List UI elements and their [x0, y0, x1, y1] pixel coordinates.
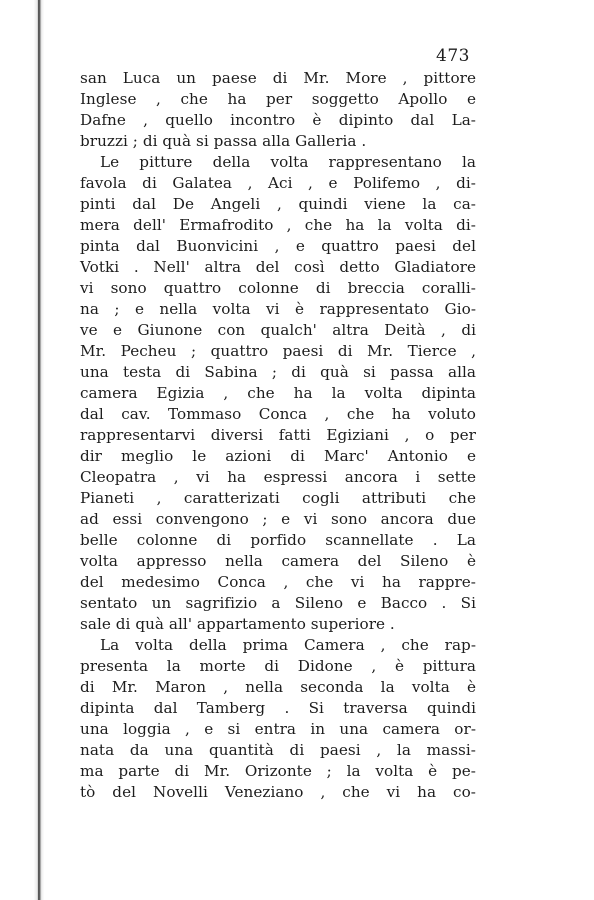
text-line: presenta la morte di Didone , è pittura [80, 657, 476, 675]
text-line: sale di quà all' appartamento superiore . [80, 615, 395, 633]
text-line: volta appresso nella camera del Sileno è [80, 552, 476, 570]
text-line: dal cav. Tommaso Conca , che ha voluto [80, 405, 476, 423]
text-line: sentato un sagrifizio a Sileno e Bacco . Si [80, 594, 476, 612]
text-line: Le pitture della volta rappresentano la [100, 153, 476, 171]
text-line: belle colonne di porfido scannellate . La [80, 531, 476, 549]
text-line: pinti dal De Angeli , quindi viene la ca- [80, 195, 476, 213]
text-line: Dafne , quello incontro è dipinto dal La- [80, 111, 476, 129]
page-number: 473 [436, 46, 470, 66]
text-line: vi sono quattro colonne di breccia coralli- [80, 279, 476, 297]
text-line: bruzzi ; di quà si passa alla Galleria . [80, 132, 367, 150]
text-line: nata da una quantità di paesi , la massi- [80, 741, 476, 759]
text-line: tò del Novelli Veneziano , che vi ha co- [80, 783, 476, 801]
text-line: pinta dal Buonvicini , e quattro paesi del [80, 237, 476, 255]
text-line: rappresentarvi diversi fatti Egiziani , o per [80, 426, 476, 444]
text-line: na ; e nella volta vi è rappresentato Gio- [80, 300, 476, 318]
text-line: favola di Galatea , Aci , e Polifemo , di- [80, 174, 476, 192]
text-line: camera Egizia , che ha la volta dipinta [80, 384, 476, 402]
text-line: La volta della prima Camera , che rap- [100, 636, 476, 654]
body-text [80, 68, 476, 803]
text-line: dipinta dal Tamberg . Si traversa quindi [80, 699, 476, 717]
text-line: Mr. Pecheu ; quattro paesi di Mr. Tierce , [80, 342, 476, 360]
text-line: ve e Giunone con qualch' altra Deità , di [80, 321, 476, 339]
text-line: dir meglio le azioni di Marc' Antonio e [80, 447, 476, 465]
text-line: una testa di Sabina ; di quà si passa alla [80, 363, 476, 381]
text-line: del medesimo Conca , che vi ha rappre- [80, 573, 476, 591]
text-line: ad essi convengono ; e vi sono ancora due [80, 510, 476, 528]
text-line: una loggia , e si entra in una camera or- [80, 720, 476, 738]
text-line: ma parte di Mr. Orizonte ; la volta è pe- [80, 762, 476, 780]
text-line: di Mr. Maron , nella seconda la volta è [80, 678, 476, 696]
text-line: Inglese , che ha per soggetto Apollo e [80, 90, 476, 108]
text-line: Cleopatra , vi ha espressi ancora i sette [80, 468, 476, 486]
binding-edge [34, 0, 44, 900]
text-line: san Luca un paese di Mr. More , pittore [80, 69, 476, 87]
text-line: mera dell' Ermafrodito , che ha la volta di- [80, 216, 476, 234]
text-line: Pianeti , caratterizati cogli attributi che [80, 489, 476, 507]
text-line: Votki . Nell' altra del così detto Gladiatore [80, 258, 476, 276]
